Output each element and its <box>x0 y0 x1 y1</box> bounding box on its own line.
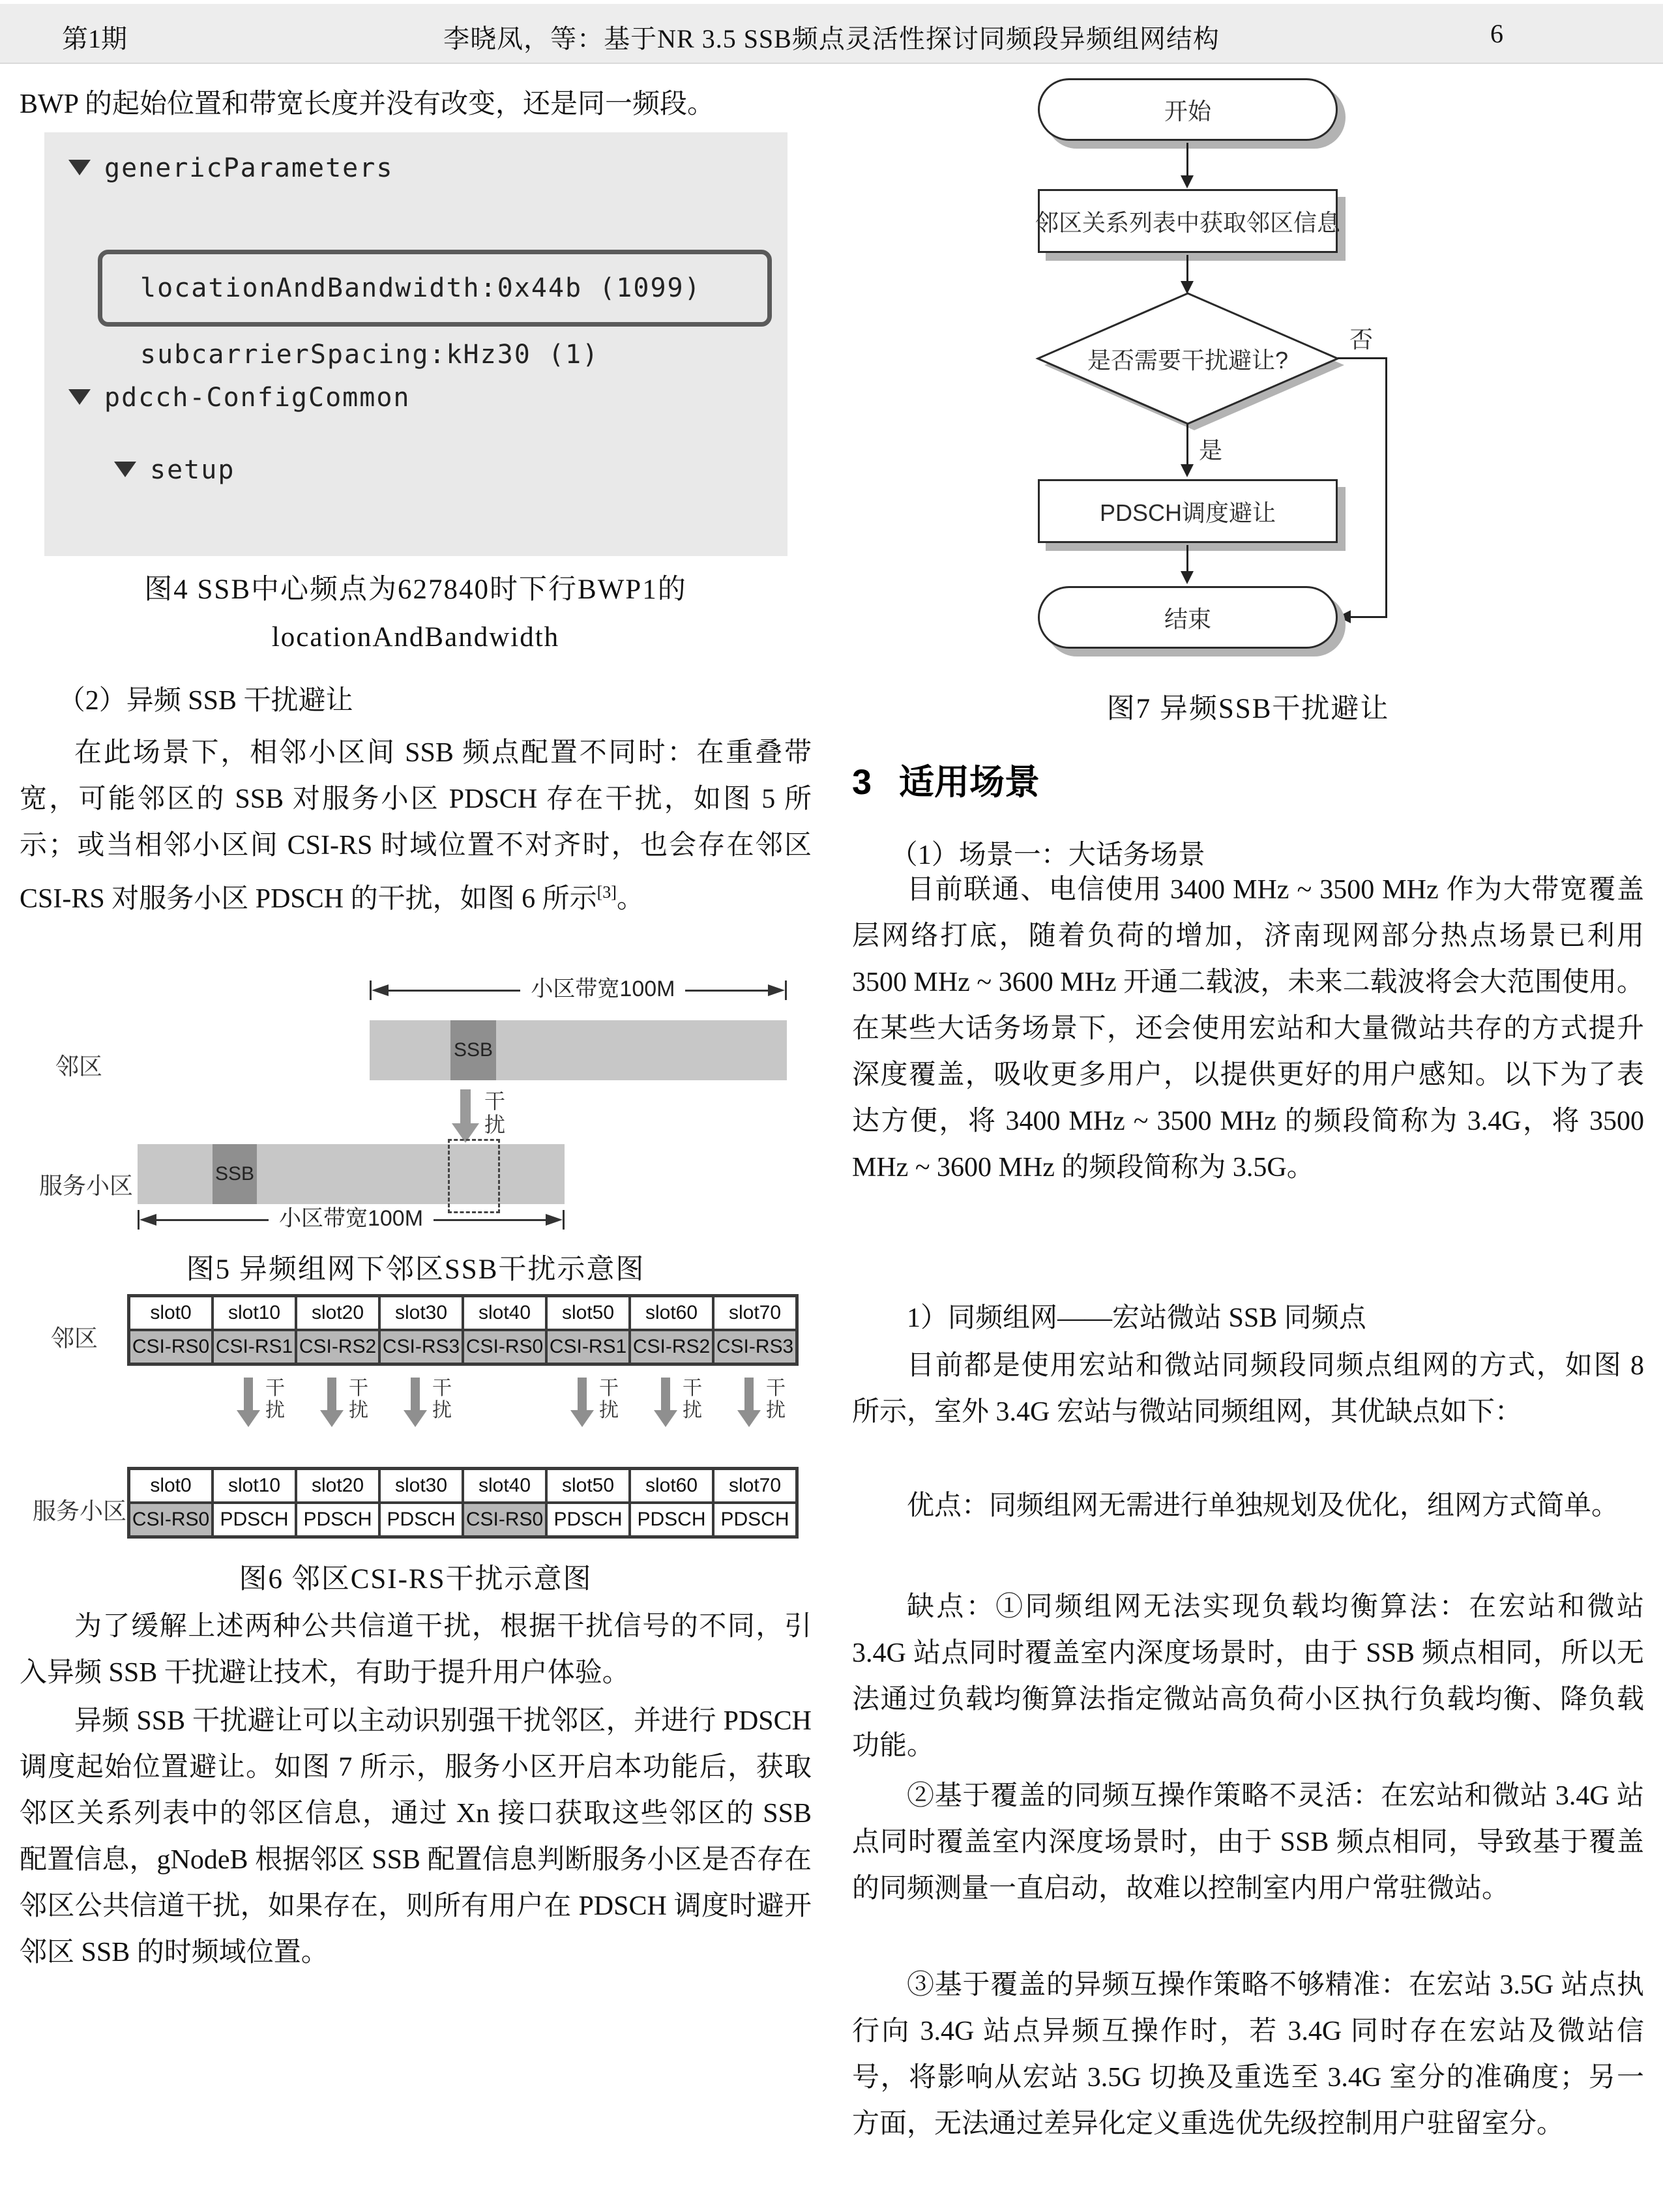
flow-no-label: 否 <box>1349 326 1374 353</box>
figure4-caption-line1: 图4 SSB中心频点为627840时下行BWP1的 <box>144 574 687 605</box>
slot-cell: slot30 <box>379 1296 463 1330</box>
interference-arrow-icon <box>737 1378 786 1427</box>
pdsch-cell: PDSCH <box>213 1503 296 1537</box>
paragraph: 为了缓解上述两种公共信道干扰，根据干扰信号的不同，引入异频 SSB 干扰避让技术，有助于提升用户体验。 <box>20 1612 812 1688</box>
figure5-diagram <box>20 976 812 1237</box>
ssb-block: SSB <box>213 1144 257 1204</box>
serving-slot-table <box>127 1467 799 1539</box>
flow-connector <box>1338 357 1387 359</box>
slot-cell: slot50 <box>546 1296 630 1330</box>
figure4-caption-line2: locationAndBandwidth <box>271 622 560 653</box>
csi-cell: CSI-RS2 <box>296 1330 379 1364</box>
interference-label: 干 扰 <box>484 1089 506 1136</box>
neighbor-cell-label: 邻区 <box>51 1325 98 1351</box>
subsection-heading: （2）异频 SSB 干扰避让 <box>57 686 353 716</box>
section-number: 3 <box>852 763 872 802</box>
measure-line <box>156 1219 269 1221</box>
slot-cell: slot30 <box>379 1469 463 1503</box>
figure7-flowchart <box>852 55 1644 662</box>
flow-decision-label: 是否需要干扰避让? <box>1087 346 1289 374</box>
measure-line <box>389 990 520 992</box>
bandwidth-measure-bottom <box>138 1205 565 1231</box>
flow-connector <box>1186 143 1188 175</box>
csi-cell: CSI-RS3 <box>379 1330 463 1364</box>
arrow-left-icon <box>140 1214 156 1226</box>
interference-label: 干 扰 <box>265 1378 285 1421</box>
flow-step1-node: 邻区关系列表中获取邻区信息 <box>1038 189 1338 253</box>
interference-label: 干 扰 <box>683 1378 702 1421</box>
slot-cell: slot70 <box>713 1296 797 1330</box>
slot-cell: slot0 <box>129 1469 213 1503</box>
figure6-caption: 图6 邻区CSI-RS干扰示意图 <box>239 1564 593 1595</box>
paragraph: ②基于覆盖的同频互操作策略不灵活：在宏站和微站 3.4G 站点同时覆盖室内深度场景时，由于 SSB 频点相同，导致基于覆盖的同频测量一直启动，故难以控制室内用户常驻微站。 <box>852 1781 1644 1904</box>
flow-connector <box>1186 424 1188 464</box>
paragraph: 缺点：①同频组网无法实现负载均衡算法：在宏站和微站 3.4G 站点同时覆盖室内深度场景时，由于 SSB 频点相同，所以无法通过负载均衡算法指定微站高负荷小区执行负载均衡、降负载功能。 <box>852 1592 1644 1761</box>
page-number: 6 <box>1490 19 1503 48</box>
ssb-block: SSB <box>450 1020 496 1080</box>
neighbor-cell-label: 邻区 <box>55 1053 103 1080</box>
left-column <box>20 81 812 2168</box>
paragraph: 优点：同频组网无需进行单独规划及优化，组网方式简单。 <box>907 1491 1619 1521</box>
arrow-right-icon <box>546 1214 563 1226</box>
figure6-diagram <box>20 1294 812 1548</box>
figure5-caption: 图5 异频组网下邻区SSB干扰示意图 <box>186 1254 645 1285</box>
slot-cell: slot60 <box>630 1469 713 1503</box>
csi-cell: CSI-RS1 <box>213 1330 296 1364</box>
arrow-down-icon <box>1181 571 1194 584</box>
pdsch-cell: PDSCH <box>630 1503 713 1537</box>
slot-header-row <box>129 1296 797 1330</box>
csi-cell: CSI-RS0 <box>129 1503 213 1537</box>
interference-arrow-icon <box>237 1378 285 1427</box>
measure-tick <box>563 1210 565 1230</box>
cell-bandwidth-label: 小区带宽100M <box>278 1205 424 1231</box>
paragraph-text: 在此场景下，相邻小区间 SSB 频点配置不同时：在重叠带宽，可能邻区的 SSB 对服务小区 PDSCH 存在干扰，如图 5 所示；或当相邻小区间 CSI-RS 时域位置不对齐时，也会存在邻区 CSI-RS 对服务小区 PDSCH 的干扰，如图 6 所示 <box>20 738 812 914</box>
tree-item-genericparameters: genericParameters <box>104 153 394 183</box>
interference-label: 干 扰 <box>599 1378 619 1421</box>
interference-arrow-icon <box>320 1378 368 1427</box>
citation-ref: [3] <box>596 883 617 902</box>
paragraph <box>20 730 812 922</box>
interference-label: 干 扰 <box>432 1378 452 1421</box>
pdsch-cell: PDSCH <box>713 1503 797 1537</box>
tree-item-locationandbandwidth: locationAndBandwidth:0x44b (1099) <box>140 273 701 303</box>
tree-collapse-icon <box>68 389 91 405</box>
measure-line <box>434 1219 546 1221</box>
csi-cell: CSI-RS3 <box>713 1330 797 1364</box>
measure-tick <box>785 981 787 1000</box>
neighbor-slot-table <box>127 1294 799 1366</box>
highlight-box <box>98 250 772 327</box>
serving-band-bar <box>138 1144 565 1204</box>
interference-label: 干 扰 <box>766 1378 786 1421</box>
interference-dashed-box <box>448 1139 500 1213</box>
pdsch-cell: PDSCH <box>379 1503 463 1537</box>
flow-yes-label: 是 <box>1199 437 1223 464</box>
interference-arrow-icon <box>654 1378 702 1427</box>
section-title: 适用场景 <box>899 763 1040 802</box>
sub-heading: 1）同频组网——宏站微站 SSB 同频点 <box>907 1303 1366 1333</box>
csi-cell: CSI-RS2 <box>630 1330 713 1364</box>
neighbor-band-bar <box>370 1020 787 1080</box>
arrow-down-icon <box>1181 464 1194 477</box>
flow-step2-node: PDSCH调度避让 <box>1038 479 1338 543</box>
paragraph-end: 。 <box>616 884 644 914</box>
slot-cell: slot0 <box>129 1296 213 1330</box>
slot-header-row <box>129 1469 797 1503</box>
flow-connector <box>1186 545 1188 571</box>
interference-arrow-icon <box>452 1089 505 1143</box>
figure7-caption: 图7 异频SSB干扰避让 <box>1106 694 1390 724</box>
csi-cell: CSI-RS1 <box>546 1330 630 1364</box>
tree-item-subcarrierspacing: subcarrierSpacing:kHz30 (1) <box>140 340 600 370</box>
paragraph: 目前联通、电信使用 3400 MHz ~ 3500 MHz 作为大带宽覆盖层网络打底，随着负荷的增加，济南现网部分热点场景已利用 3500 MHz ~ 3600 MHz 开通二载波，未来二载波将会大范围使用。在某些大话务场景下，还会使用宏站和大量微站共存的方式提升深度覆盖，吸收更多用户，以提供更好的用户感知。以下为了表达方便，将 3400 MHz ~ 3500 MHz 的频段简称为 3.4G，将 3500 MHz ~ 3600 MHz 的频段简称为 3.5G。 <box>852 875 1644 1183</box>
arrow-down-icon <box>1181 281 1194 294</box>
slot-cell: slot60 <box>630 1296 713 1330</box>
csi-cell: CSI-RS0 <box>463 1330 546 1364</box>
paragraph: 目前都是使用宏站和微站同频段同频点组网的方式，如图 8 所示，室外 3.4G 宏站与微站同频组网，其优缺点如下： <box>852 1351 1644 1427</box>
slot-cell: slot70 <box>713 1469 797 1503</box>
tree-collapse-icon <box>68 160 91 175</box>
pdsch-cell: PDSCH <box>546 1503 630 1537</box>
tree-collapse-icon <box>114 462 136 477</box>
running-title: 李晓凤，等：基于NR 3.5 SSB频点灵活性探讨同频段异频组网结构 <box>443 24 1220 53</box>
bandwidth-measure-top <box>370 976 787 1001</box>
arrow-right-icon <box>768 984 785 996</box>
paragraph: 异频 SSB 干扰避让可以主动识别强干扰邻区，并进行 PDSCH 调度起始位置避让。如图 7 所示，服务小区开启本功能后，获取邻区关系列表中的邻区信息，通过 Xn 接口获取这些邻区的 SSB 配置信息，gNodeB 根据邻区 SSB 配置信息判断服务小区是否存在邻区公共信道干扰，如果存在，则所有用户在 PDSCH 调度时避开邻区 SSB 的时频域位置。 <box>20 1706 812 1968</box>
arrow-down-icon <box>1181 175 1194 188</box>
right-column <box>852 55 1644 2207</box>
csi-row <box>129 1330 797 1364</box>
paragraph: ③基于覆盖的异频互操作策略不够精准：在宏站 3.5G 站点执行向 3.4G 站点异频互操作时，若 3.4G 同时存在宏站及微站信号，将影响从宏站 3.5G 切换及重选至 3.4G 室分的准确度；另一方面，无法通过差异化定义重选优先级控制用户驻留室分。 <box>852 1970 1644 2139</box>
flow-connector <box>1186 255 1188 281</box>
interference-label: 干 扰 <box>349 1378 368 1421</box>
interference-arrow-icon <box>570 1378 619 1427</box>
slot-cell: slot10 <box>213 1296 296 1330</box>
serving-cell-label: 服务小区 <box>39 1172 134 1199</box>
slot-cell: slot50 <box>546 1469 630 1503</box>
measure-line <box>685 990 768 992</box>
flow-start-node: 开始 <box>1038 78 1338 141</box>
figure4-screenshot <box>44 132 787 556</box>
tree-item-setup: setup <box>150 455 235 485</box>
paragraph-continuation: BWP 的起始位置和带宽长度并没有改变，还是同一频段。 <box>20 89 714 119</box>
slot-cell: slot40 <box>463 1469 546 1503</box>
pdsch-cell: PDSCH <box>296 1503 379 1537</box>
csi-cell: CSI-RS0 <box>129 1330 213 1364</box>
flow-end-node: 结束 <box>1038 586 1338 649</box>
slot-cell: slot20 <box>296 1296 379 1330</box>
slot-cell: slot10 <box>213 1469 296 1503</box>
arrow-left-icon <box>1338 610 1351 623</box>
flow-connector <box>1351 616 1387 618</box>
slot-cell: slot20 <box>296 1469 379 1503</box>
scene-heading: （1）场景一：大话务场景 <box>890 840 1205 870</box>
journal-issue: 第1期 <box>62 24 127 53</box>
slot-cell: slot40 <box>463 1296 546 1330</box>
section-heading <box>852 754 1040 804</box>
csi-cell: CSI-RS0 <box>463 1503 546 1537</box>
serving-cell-label: 服务小区 <box>33 1497 127 1524</box>
serving-channel-row <box>129 1503 797 1537</box>
interference-arrow-icon <box>404 1378 452 1427</box>
arrow-left-icon <box>372 984 389 996</box>
flow-connector <box>1385 357 1387 618</box>
tree-item-pdcch-configcommon: pdcch-ConfigCommon <box>104 383 411 413</box>
cell-bandwidth-label: 小区带宽100M <box>531 976 675 1001</box>
